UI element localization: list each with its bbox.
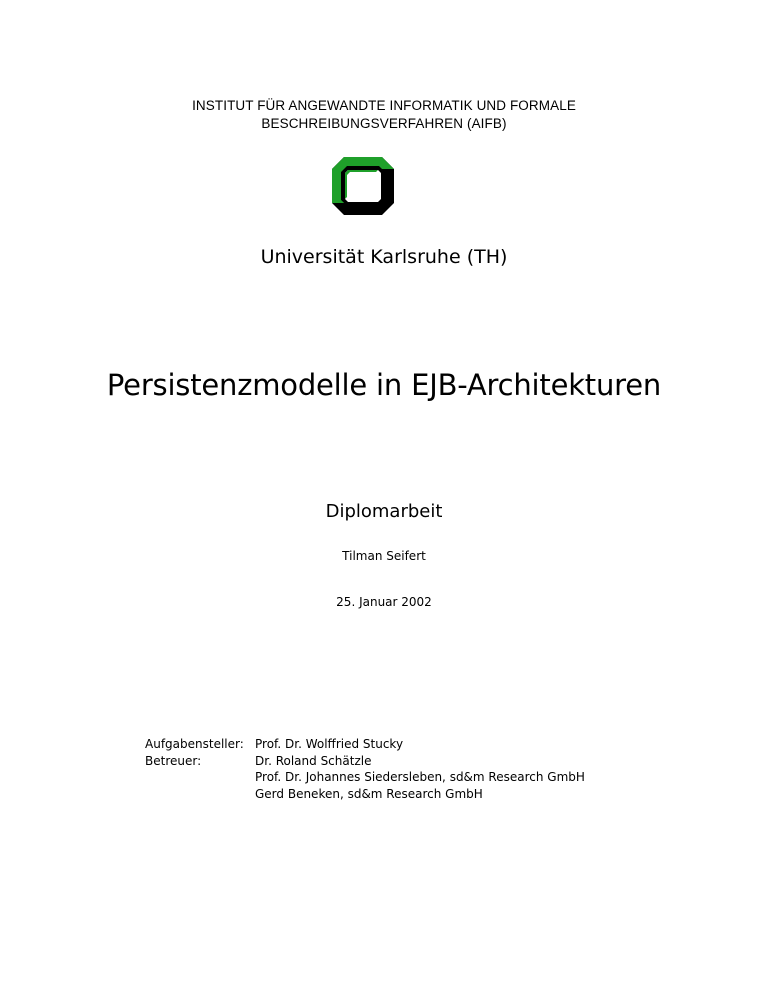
institute-heading [0, 97, 768, 133]
credits-block [145, 736, 585, 802]
university-karlsruhe-logo-icon [332, 157, 394, 215]
supervisor-name: Gerd Beneken, sd&m Research GmbH [255, 786, 483, 801]
assigner-name: Prof. Dr. Wolffried Stucky [255, 737, 404, 751]
thesis-type: Diplomarbeit [325, 501, 443, 522]
university-name: Universität Karlsruhe (TH) [260, 246, 508, 268]
author-name: Tilman Seifert [342, 549, 426, 563]
supervisor-row [145, 753, 585, 803]
assigner-label: Aufgabensteller: [145, 737, 244, 751]
institute-line-1: INSTITUT FÜR ANGEWANDTE INFORMATIK UND FORMALE [192, 98, 576, 113]
supervisor-label: Betreuer: [145, 753, 202, 768]
supervisor-names [255, 753, 585, 803]
assigner-row [145, 736, 585, 753]
submission-date: 25. Januar 2002 [336, 595, 432, 609]
assigner-names [255, 736, 403, 753]
thesis-title: Persistenzmodelle in EJB-Architekturen [106, 368, 662, 402]
institute-line-2: BESCHREIBUNGSVERFAHREN (AIFB) [261, 116, 507, 131]
supervisor-name: Prof. Dr. Johannes Siedersleben, sd&m Research GmbH [255, 770, 585, 784]
supervisor-name: Dr. Roland Schätzle [255, 753, 372, 768]
